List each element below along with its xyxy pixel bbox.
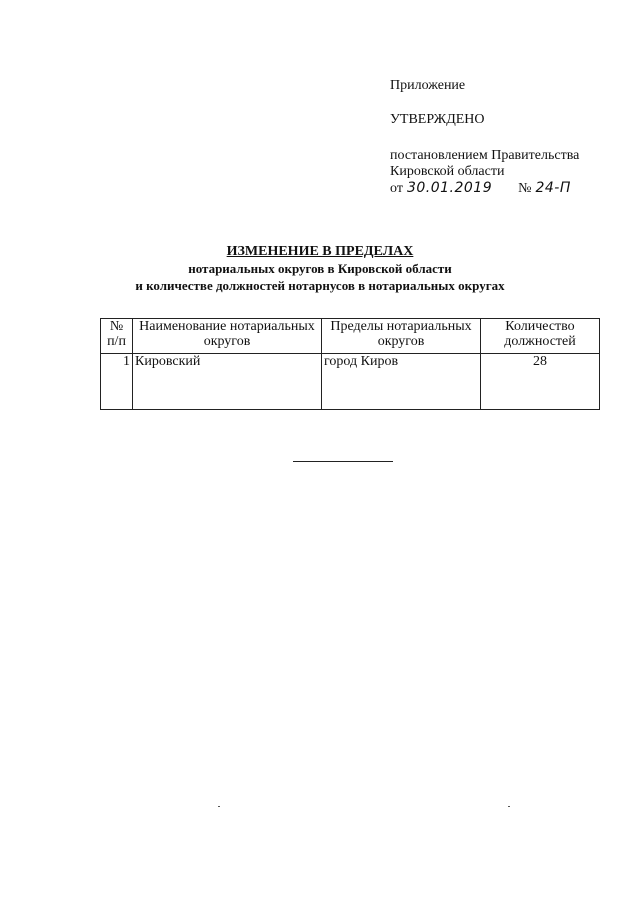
header-district-bounds: Пределы нотариальных округов [322, 319, 481, 354]
decree-number: 24-П [535, 180, 571, 196]
row-district-bounds: город Киров [322, 354, 481, 410]
appendix-label: Приложение [390, 78, 466, 93]
document-subtitle-1: нотариальных округов в Кировской области [188, 261, 452, 276]
decree-date-line [390, 180, 571, 197]
header-number: № п/п [101, 319, 133, 354]
closing-rule [293, 461, 393, 462]
row-district-name: Кировский [133, 354, 322, 410]
table-row [101, 354, 600, 410]
scan-speck [508, 806, 510, 807]
header-positions-count: Количество должностей [481, 319, 600, 354]
header-district-name: Наименование нотариальных округов [133, 319, 322, 354]
districts-table [100, 318, 600, 410]
row-positions-count: 28 [481, 354, 600, 410]
decree-line-2: Кировской области [390, 164, 505, 179]
scan-speck [218, 806, 220, 807]
decree-date: 30.01.2019 [406, 180, 493, 196]
table-header-row [101, 319, 600, 354]
number-label: № [518, 181, 532, 196]
date-prefix: от [390, 181, 403, 196]
approved-label: УТВЕРЖДЕНО [390, 112, 485, 127]
row-number: 1 [101, 354, 133, 410]
decree-line-1: постановлением Правительства [390, 148, 580, 163]
document-title: ИЗМЕНЕНИЕ В ПРЕДЕЛАХ [226, 244, 414, 259]
document-subtitle-2: и количестве должностей нотарнусов в нотариальных округах [135, 278, 505, 293]
